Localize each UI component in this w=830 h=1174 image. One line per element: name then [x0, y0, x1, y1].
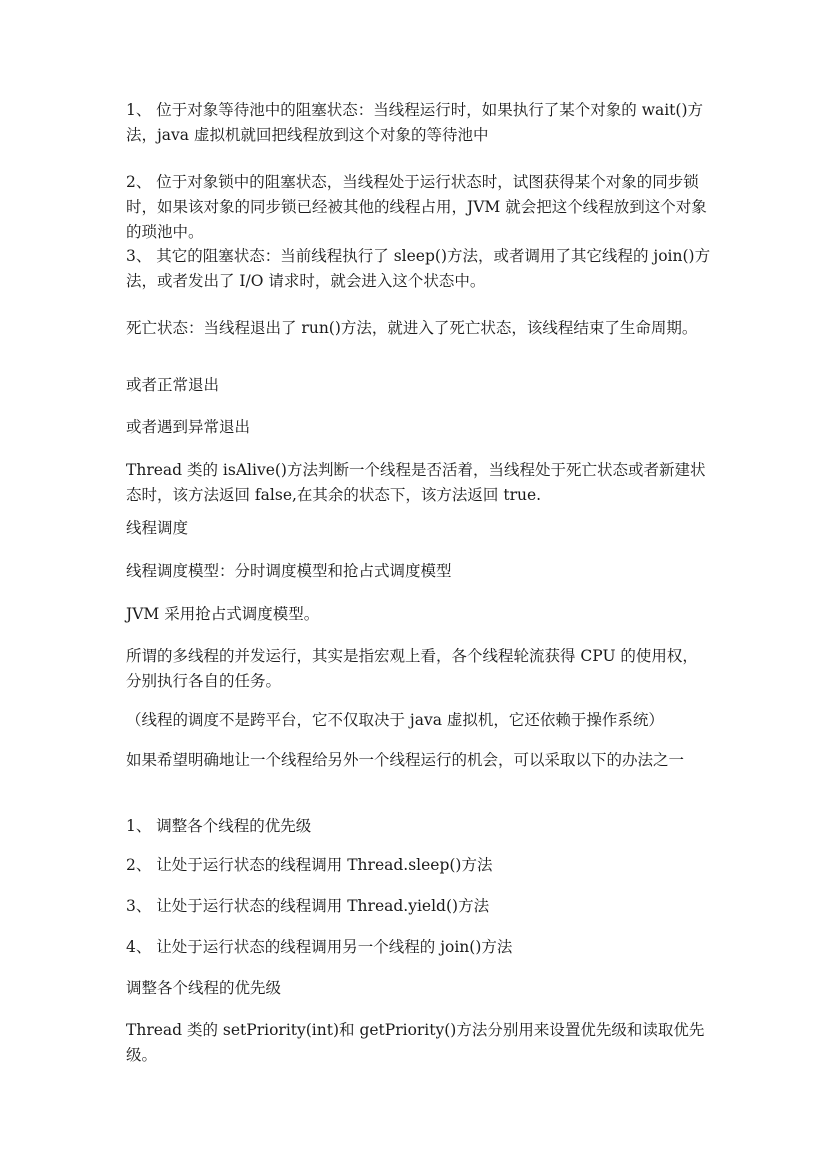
paragraph-blocked-other: 3、 其它的阻塞状态：当前线程执行了 sleep()方法，或者调用了其它线程的 join()方法，或者发出了 I/O 请求时，就会进入这个状态中。 [126, 247, 711, 290]
paragraph-jvm-preemptive: JVM 采用抢占式调度模型。 [126, 605, 320, 623]
paragraph-set-get-priority: Thread 类的 setPriority(int)和 getPriority()方法分别用来设置优先级和读取优先级。 [126, 1021, 705, 1064]
heading-adjust-priority: 调整各个线程的优先级 [126, 979, 282, 997]
list-item-sleep: 2、 让处于运行状态的线程调用 Thread.sleep()方法 [126, 856, 493, 874]
paragraph-concurrent-run: 所谓的多线程的并发运行，其实是指宏观上看，各个线程轮流获得 CPU 的使用权，分别执行各自的任务。 [126, 647, 698, 690]
paragraph-isalive: Thread 类的 isAlive()方法判断一个线程是否活着，当线程处于死亡状态或者新建状态时，该方法返回 false,在其余的状态下，该方法返回 true. [126, 461, 706, 504]
paragraph-yield-options: 如果希望明确地让一个线程给另外一个线程运行的机会，可以采取以下的办法之一 [126, 751, 685, 769]
list-item-yield: 3、 让处于运行状态的线程调用 Thread.yield()方法 [126, 897, 490, 915]
paragraph-blocked-lock-pool: 2、 位于对象锁中的阻塞状态，当线程处于运行状态时，试图获得某个对象的同步锁时，如果该对象的同步锁已经被其他的线程占用，JVM 就会把这个线程放到这个对象的琐池中。 [126, 173, 707, 241]
paragraph-exception-exit: 或者遇到异常退出 [126, 418, 251, 436]
paragraph-normal-exit: 或者正常退出 [126, 376, 220, 394]
heading-thread-scheduling: 线程调度 [126, 519, 189, 537]
paragraph-dead-state: 死亡状态：当线程退出了 run()方法，就进入了死亡状态，该线程结束了生命周期。 [126, 319, 698, 337]
paragraph-blocked-wait-pool: 1、 位于对象等待池中的阻塞状态：当线程运行时，如果执行了某个对象的 wait()方法，java 虚拟机就回把线程放到这个对象的等待池中 [126, 101, 704, 144]
list-item-priority: 1、 调整各个线程的优先级 [126, 817, 312, 835]
paragraph-scheduling-models: 线程调度模型：分时调度模型和抢占式调度模型 [126, 562, 452, 580]
list-item-join: 4、 让处于运行状态的线程调用另一个线程的 join()方法 [126, 938, 513, 956]
paragraph-platform-note: （线程的调度不是跨平台，它不仅取决于 java 虚拟机，它还依赖于操作系统） [126, 711, 664, 729]
